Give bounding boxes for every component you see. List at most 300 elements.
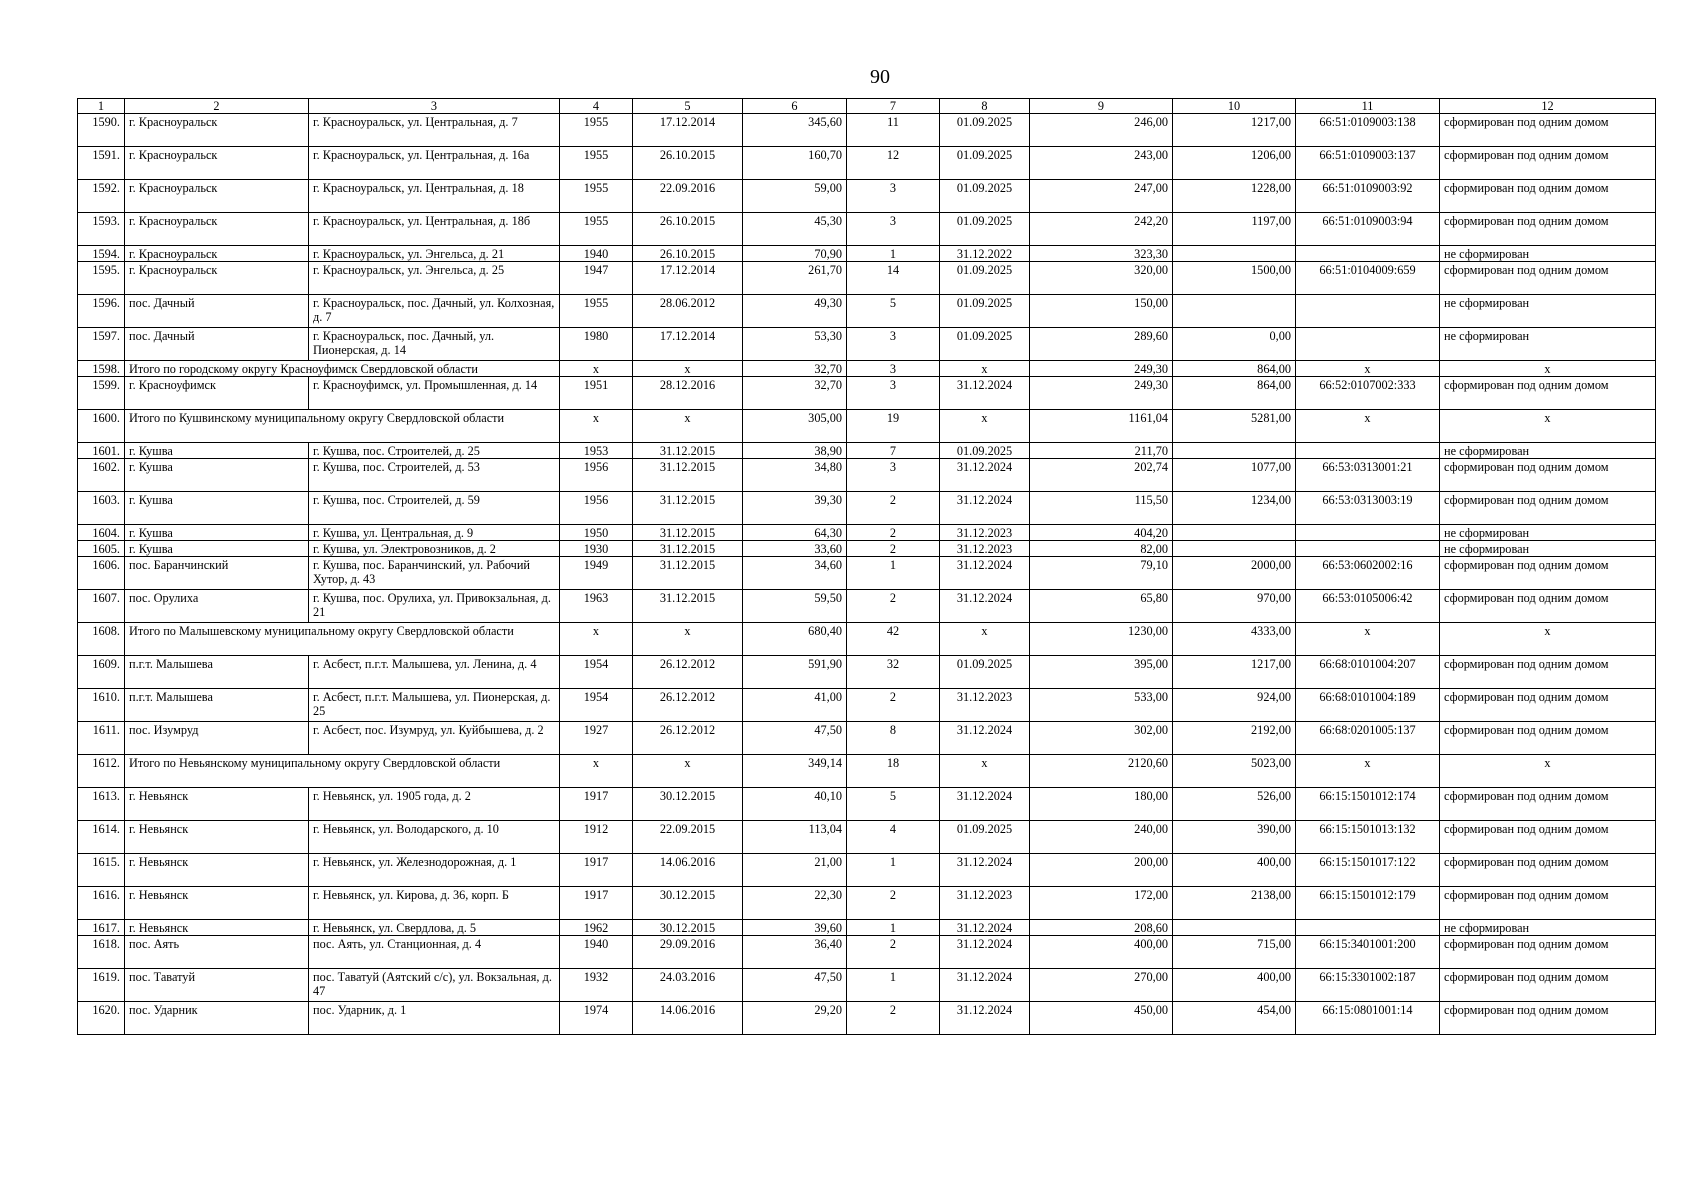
cadastral-number-cell: 66:51:0109003:94 [1296,213,1440,246]
cell-9: 115,50 [1030,492,1173,525]
row-number: 1606. [78,557,125,590]
row-number: 1592. [78,180,125,213]
cadastral-number-cell: 66:68:0101004:207 [1296,656,1440,689]
row-number: 1591. [78,147,125,180]
land-status-cell: сформирован под одним домом [1440,936,1656,969]
settlement-cell: г. Красноуральск [125,262,309,295]
table-row [78,590,1656,623]
total-row [78,361,1656,377]
column-header: 2 [125,99,309,114]
cell-10: 1228,00 [1173,180,1296,213]
page-number: 90 [870,66,890,88]
deadline-cell: 01.09.2025 [940,656,1030,689]
residents-cell: 2 [847,887,940,920]
cell-9: 247,00 [1030,180,1173,213]
row-number: 1604. [78,525,125,541]
year-cell: 1956 [560,492,633,525]
row-number: 1616. [78,887,125,920]
cell-9: 323,30 [1030,246,1173,262]
table-row [78,377,1656,410]
column-header: 10 [1173,99,1296,114]
land-status-cell: сформирован под одним домом [1440,590,1656,623]
settlement-cell: пос. Таватуй [125,969,309,1002]
cell-10: 2138,00 [1173,887,1296,920]
cell-9: 1161,04 [1030,410,1173,443]
date-cell: 26.10.2015 [633,147,743,180]
residents-cell: 32 [847,656,940,689]
column-header: 8 [940,99,1030,114]
land-status-cell: не сформирован [1440,525,1656,541]
area-cell: 349,14 [743,755,847,788]
table-row [78,246,1656,262]
cell-9: 395,00 [1030,656,1173,689]
date-cell: 31.12.2015 [633,459,743,492]
settlement-cell: г. Красноуральск [125,180,309,213]
row-number: 1603. [78,492,125,525]
table-row [78,722,1656,755]
row-number: 1613. [78,788,125,821]
land-status-cell: сформирован под одним домом [1440,557,1656,590]
row-number: 1612. [78,755,125,788]
table-row [78,936,1656,969]
date-cell: 31.12.2015 [633,590,743,623]
cadastral-number-cell [1296,328,1440,361]
area-cell: 261,70 [743,262,847,295]
date-cell: 14.06.2016 [633,1002,743,1035]
table-row [78,147,1656,180]
cell-9: 246,00 [1030,114,1173,147]
deadline-cell: 01.09.2025 [940,295,1030,328]
table-row [78,328,1656,361]
cadastral-number-cell [1296,295,1440,328]
table-row [78,788,1656,821]
row-number: 1611. [78,722,125,755]
settlement-cell: г. Невьянск [125,821,309,854]
cell-9: 240,00 [1030,821,1173,854]
land-status-cell: сформирован под одним домом [1440,213,1656,246]
deadline-cell: 31.12.2024 [940,936,1030,969]
cell-9: 450,00 [1030,1002,1173,1035]
table-row [78,1002,1656,1035]
deadline-cell: 01.09.2025 [940,328,1030,361]
table-row [78,295,1656,328]
column-header: 6 [743,99,847,114]
cell-9: 270,00 [1030,969,1173,1002]
address-cell: г. Красноуральск, ул. Энгельса, д. 25 [309,262,560,295]
address-cell: пос. Таватуй (Аятский с/с), ул. Вокзальная, д. 47 [309,969,560,1002]
settlement-cell: г. Красноуфимск [125,377,309,410]
address-cell: г. Красноуральск, ул. Центральная, д. 16а [309,147,560,180]
land-status-cell: не сформирован [1440,328,1656,361]
residents-cell: 7 [847,443,940,459]
address-cell: г. Асбест, пос. Изумруд, ул. Куйбышева, д. 2 [309,722,560,755]
column-header: 9 [1030,99,1173,114]
row-number: 1594. [78,246,125,262]
year-cell: 1962 [560,920,633,936]
housing-register-table [77,98,1656,1035]
settlement-cell: г. Красноуральск [125,246,309,262]
column-header: 3 [309,99,560,114]
row-number: 1617. [78,920,125,936]
area-cell: 32,70 [743,377,847,410]
deadline-cell: 31.12.2022 [940,246,1030,262]
table-row [78,969,1656,1002]
address-cell: пос. Ударник, д. 1 [309,1002,560,1035]
cadastral-number-cell: 66:15:1501012:179 [1296,887,1440,920]
land-status-cell: сформирован под одним домом [1440,722,1656,755]
settlement-cell: г. Невьянск [125,854,309,887]
settlement-cell: г. Красноуральск [125,147,309,180]
year-cell: 1940 [560,246,633,262]
residents-cell: 2 [847,525,940,541]
cell-10: 1234,00 [1173,492,1296,525]
cell-10: 1077,00 [1173,459,1296,492]
date-cell: 24.03.2016 [633,969,743,1002]
deadline-cell: 31.12.2024 [940,722,1030,755]
date-cell: 22.09.2015 [633,821,743,854]
year-cell: 1980 [560,328,633,361]
cell-9: 242,20 [1030,213,1173,246]
cadastral-number-cell: 66:15:1501012:174 [1296,788,1440,821]
address-cell: г. Асбест, п.г.т. Малышева, ул. Пионерская, д. 25 [309,689,560,722]
land-status-cell: сформирован под одним домом [1440,656,1656,689]
cell-10: 526,00 [1173,788,1296,821]
area-cell: 32,70 [743,361,847,377]
year-cell: 1950 [560,525,633,541]
cell-10: 5023,00 [1173,755,1296,788]
cadastral-number-cell: 66:68:0201005:137 [1296,722,1440,755]
row-number: 1605. [78,541,125,557]
row-number: 1607. [78,590,125,623]
row-number: 1619. [78,969,125,1002]
address-cell: г. Красноуральск, ул. Центральная, д. 18 [309,180,560,213]
date-cell: 31.12.2015 [633,492,743,525]
area-cell: 64,30 [743,525,847,541]
address-cell: г. Асбест, п.г.т. Малышева, ул. Ленина, д. 4 [309,656,560,689]
cell-10: 1217,00 [1173,656,1296,689]
address-cell: г. Красноуральск, пос. Дачный, ул. Колхозная, д. 7 [309,295,560,328]
cell-10 [1173,443,1296,459]
cadastral-number-cell: 66:52:0107002:333 [1296,377,1440,410]
year-cell: 1955 [560,147,633,180]
area-cell: 53,30 [743,328,847,361]
area-cell: 47,50 [743,969,847,1002]
table-row [78,459,1656,492]
residents-cell: 5 [847,788,940,821]
settlement-cell: пос. Ударник [125,1002,309,1035]
table-row [78,557,1656,590]
year-cell: х [560,361,633,377]
total-label-cell: Итого по Малышевскому муниципальному округу Свердловской области [125,623,560,656]
date-cell: х [633,361,743,377]
area-cell: 59,50 [743,590,847,623]
date-cell: 14.06.2016 [633,854,743,887]
residents-cell: 12 [847,147,940,180]
land-status-cell: сформирован под одним домом [1440,854,1656,887]
cell-10 [1173,295,1296,328]
row-number: 1596. [78,295,125,328]
cadastral-number-cell: 66:15:1501017:122 [1296,854,1440,887]
area-cell: 41,00 [743,689,847,722]
address-cell: г. Красноуральск, пос. Дачный, ул. Пионерская, д. 14 [309,328,560,361]
area-cell: 591,90 [743,656,847,689]
table-body [78,99,1656,1035]
year-cell: 1955 [560,213,633,246]
year-cell: 1927 [560,722,633,755]
deadline-cell: 31.12.2024 [940,969,1030,1002]
year-cell: х [560,755,633,788]
year-cell: 1912 [560,821,633,854]
cadastral-number-cell: х [1296,410,1440,443]
table-row [78,114,1656,147]
cell-10: 4333,00 [1173,623,1296,656]
residents-cell: 1 [847,920,940,936]
cadastral-number-cell [1296,541,1440,557]
year-cell: 1963 [560,590,633,623]
land-status-cell: сформирован под одним домом [1440,887,1656,920]
date-cell: 31.12.2015 [633,525,743,541]
land-status-cell: сформирован под одним домом [1440,114,1656,147]
area-cell: 34,80 [743,459,847,492]
land-status-cell: сформирован под одним домом [1440,180,1656,213]
settlement-cell: пос. Изумруд [125,722,309,755]
settlement-cell: пос. Дачный [125,328,309,361]
year-cell: 1930 [560,541,633,557]
address-cell: г. Невьянск, ул. Свердлова, д. 5 [309,920,560,936]
area-cell: 160,70 [743,147,847,180]
cadastral-number-cell: х [1296,361,1440,377]
row-number: 1590. [78,114,125,147]
cell-10 [1173,541,1296,557]
residents-cell: 8 [847,722,940,755]
cadastral-number-cell: 66:51:0109003:137 [1296,147,1440,180]
land-status-cell: сформирован под одним домом [1440,492,1656,525]
cell-9: 65,80 [1030,590,1173,623]
year-cell: 1954 [560,656,633,689]
deadline-cell: 31.12.2023 [940,541,1030,557]
row-number: 1600. [78,410,125,443]
cell-9: 302,00 [1030,722,1173,755]
land-status-cell: х [1440,755,1656,788]
land-status-cell: х [1440,410,1656,443]
row-number: 1599. [78,377,125,410]
cell-10 [1173,525,1296,541]
area-cell: 70,90 [743,246,847,262]
deadline-cell: 01.09.2025 [940,821,1030,854]
table-row [78,821,1656,854]
land-status-cell: не сформирован [1440,443,1656,459]
cell-9: 180,00 [1030,788,1173,821]
residents-cell: 2 [847,492,940,525]
year-cell: 1917 [560,887,633,920]
land-status-cell: не сформирован [1440,920,1656,936]
address-cell: г. Кушва, пос. Строителей, д. 59 [309,492,560,525]
cell-10: 0,00 [1173,328,1296,361]
land-status-cell: сформирован под одним домом [1440,377,1656,410]
cell-9: 533,00 [1030,689,1173,722]
cell-9: 82,00 [1030,541,1173,557]
row-number: 1593. [78,213,125,246]
area-cell: 47,50 [743,722,847,755]
settlement-cell: г. Невьянск [125,887,309,920]
cadastral-number-cell: 66:15:1501013:132 [1296,821,1440,854]
cadastral-number-cell [1296,246,1440,262]
residents-cell: 19 [847,410,940,443]
residents-cell: 11 [847,114,940,147]
address-cell: г. Невьянск, ул. Железнодорожная, д. 1 [309,854,560,887]
row-number: 1610. [78,689,125,722]
settlement-cell: пос. Аять [125,936,309,969]
table-row [78,443,1656,459]
date-cell: 31.12.2015 [633,541,743,557]
cell-10: 454,00 [1173,1002,1296,1035]
total-label-cell: Итого по городскому округу Красноуфимск Свердловской области [125,361,560,377]
date-cell: 26.12.2012 [633,656,743,689]
land-status-cell: сформирован под одним домом [1440,147,1656,180]
area-cell: 39,30 [743,492,847,525]
table-row [78,213,1656,246]
area-cell: 305,00 [743,410,847,443]
deadline-cell: 01.09.2025 [940,114,1030,147]
address-cell: г. Красноуральск, ул. Энгельса, д. 21 [309,246,560,262]
deadline-cell: 31.12.2024 [940,557,1030,590]
row-number: 1598. [78,361,125,377]
land-status-cell: сформирован под одним домом [1440,689,1656,722]
deadline-cell: 01.09.2025 [940,262,1030,295]
area-cell: 40,10 [743,788,847,821]
deadline-cell: 01.09.2025 [940,443,1030,459]
cell-10: 924,00 [1173,689,1296,722]
table-row [78,180,1656,213]
row-number: 1608. [78,623,125,656]
cadastral-number-cell: 66:15:3401001:200 [1296,936,1440,969]
address-cell: г. Красноуральск, ул. Центральная, д. 18б [309,213,560,246]
date-cell: 28.06.2012 [633,295,743,328]
area-cell: 39,60 [743,920,847,936]
cell-9: 249,30 [1030,377,1173,410]
residents-cell: 18 [847,755,940,788]
cadastral-number-cell: 66:53:0313003:19 [1296,492,1440,525]
cell-10: 390,00 [1173,821,1296,854]
address-cell: г. Невьянск, ул. Кирова, д. 36, корп. Б [309,887,560,920]
cadastral-number-cell: 66:53:0105006:42 [1296,590,1440,623]
address-cell: г. Кушва, пос. Строителей, д. 25 [309,443,560,459]
deadline-cell: х [940,361,1030,377]
land-status-cell: х [1440,623,1656,656]
cell-9: 79,10 [1030,557,1173,590]
total-row [78,755,1656,788]
deadline-cell: 31.12.2024 [940,788,1030,821]
cell-9: 172,00 [1030,887,1173,920]
area-cell: 59,00 [743,180,847,213]
table-row [78,541,1656,557]
deadline-cell: 31.12.2024 [940,854,1030,887]
residents-cell: 1 [847,557,940,590]
year-cell: 1956 [560,459,633,492]
year-cell: 1955 [560,180,633,213]
column-header: 5 [633,99,743,114]
year-cell: 1955 [560,114,633,147]
year-cell: х [560,623,633,656]
row-number: 1595. [78,262,125,295]
land-status-cell: сформирован под одним домом [1440,262,1656,295]
total-row [78,623,1656,656]
cell-9: 2120,60 [1030,755,1173,788]
row-number: 1620. [78,1002,125,1035]
cell-10: 5281,00 [1173,410,1296,443]
cadastral-number-cell [1296,443,1440,459]
date-cell: 26.10.2015 [633,246,743,262]
residents-cell: 2 [847,936,940,969]
deadline-cell: 31.12.2024 [940,492,1030,525]
cadastral-number-cell: 66:51:0109003:92 [1296,180,1440,213]
year-cell: 1974 [560,1002,633,1035]
date-cell: 17.12.2014 [633,114,743,147]
deadline-cell: 31.12.2023 [940,689,1030,722]
residents-cell: 2 [847,689,940,722]
row-number: 1602. [78,459,125,492]
area-cell: 45,30 [743,213,847,246]
year-cell: 1955 [560,295,633,328]
row-number: 1609. [78,656,125,689]
land-status-cell: сформирован под одним домом [1440,821,1656,854]
area-cell: 21,00 [743,854,847,887]
date-cell: 22.09.2016 [633,180,743,213]
address-cell: г. Красноуфимск, ул. Промышленная, д. 14 [309,377,560,410]
residents-cell: 2 [847,1002,940,1035]
settlement-cell: г. Кушва [125,525,309,541]
residents-cell: 3 [847,361,940,377]
row-number: 1615. [78,854,125,887]
cell-10: 400,00 [1173,969,1296,1002]
cell-9: 150,00 [1030,295,1173,328]
cell-10: 2000,00 [1173,557,1296,590]
date-cell: 31.12.2015 [633,557,743,590]
residents-cell: 5 [847,295,940,328]
area-cell: 36,40 [743,936,847,969]
deadline-cell: 31.12.2024 [940,920,1030,936]
cadastral-number-cell: х [1296,623,1440,656]
date-cell: х [633,755,743,788]
deadline-cell: х [940,755,1030,788]
area-cell: 33,60 [743,541,847,557]
cell-10: 1197,00 [1173,213,1296,246]
area-cell: 49,30 [743,295,847,328]
land-status-cell: не сформирован [1440,541,1656,557]
cell-10: 864,00 [1173,377,1296,410]
residents-cell: 3 [847,377,940,410]
residents-cell: 1 [847,246,940,262]
cell-9: 404,20 [1030,525,1173,541]
total-label-cell: Итого по Кушвинскому муниципальному округу Свердловской области [125,410,560,443]
residents-cell: 2 [847,590,940,623]
table-row [78,854,1656,887]
residents-cell: 42 [847,623,940,656]
cell-9: 400,00 [1030,936,1173,969]
cell-10: 1206,00 [1173,147,1296,180]
column-header: 1 [78,99,125,114]
deadline-cell: 31.12.2023 [940,525,1030,541]
year-cell: 1951 [560,377,633,410]
cell-9: 249,30 [1030,361,1173,377]
settlement-cell: п.г.т. Малышева [125,689,309,722]
deadline-cell: 31.12.2024 [940,1002,1030,1035]
settlement-cell: г. Кушва [125,541,309,557]
settlement-cell: пос. Орулиха [125,590,309,623]
cell-10 [1173,246,1296,262]
date-cell: 29.09.2016 [633,936,743,969]
year-cell: 1949 [560,557,633,590]
